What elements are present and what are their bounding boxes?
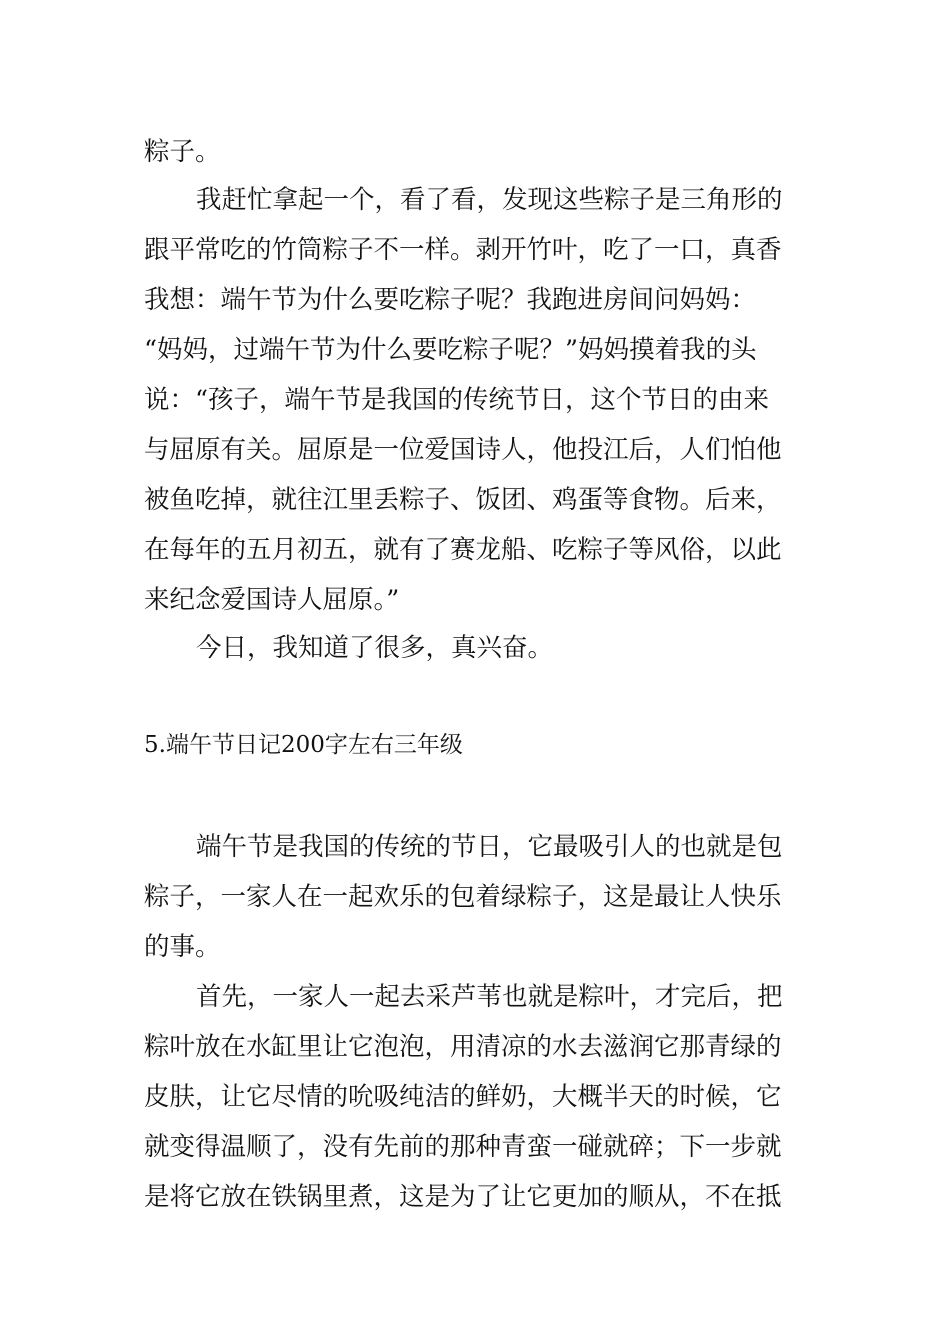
section-heading: 5.端午节日记200字左右三年级: [144, 732, 463, 758]
paragraph-start-line: 今日，我知道了很多，真兴奋。: [196, 633, 554, 663]
text-line: 粽叶放在水缸里让它泡泡，用清凉的水去滋润它那青绿的: [144, 1032, 782, 1062]
paragraph-start-line: 端午节是我国的传统的节日，它最吸引人的也就是包: [196, 832, 783, 862]
text-line: 与屈原有关。屈原是一位爱国诗人，他投江后，人们怕他: [144, 435, 782, 465]
text-line: 是将它放在铁锅里煮，这是为了让它更加的顺从，不在抵: [144, 1182, 782, 1212]
text-line: 来纪念爱国诗人屈原。”: [144, 585, 400, 615]
text-line: 在每年的五月初五，就有了赛龙船、吃粽子等风俗，以此: [144, 535, 782, 565]
text-line: 就变得温顺了，没有先前的那种青蛮一碰就碎；下一步就: [144, 1132, 782, 1162]
paragraph-start-line: 我赶忙拿起一个，看了看，发现这些粽子是三角形的: [196, 185, 783, 215]
text-line: 粽子。: [144, 137, 221, 167]
paragraph-start-line: 首先，一家人一起去采芦苇也就是粽叶，才完后，把: [196, 982, 783, 1012]
text-line: “妈妈，过端午节为什么要吃粽子呢？”妈妈摸着我的头: [144, 335, 757, 365]
text-line: 皮肤，让它尽情的吮吸纯洁的鲜奶，大概半天的时候，它: [144, 1082, 782, 1112]
text-line: 被鱼吃掉，就往江里丢粽子、饭团、鸡蛋等食物。后来，: [144, 485, 782, 515]
text-line: 的事。: [144, 932, 221, 962]
text-line: 说：“孩子，端午节是我国的传统节日，这个节日的由来: [144, 385, 770, 415]
text-line: 跟平常吃的竹筒粽子不一样。剥开竹叶，吃了一口，真香: [144, 235, 782, 265]
text-line: 我想：端午节为什么要吃粽子呢？我跑进房间问妈妈：: [144, 285, 757, 315]
text-line: 粽子，一家人在一起欢乐的包着绿粽子，这是最让人快乐: [144, 882, 782, 912]
